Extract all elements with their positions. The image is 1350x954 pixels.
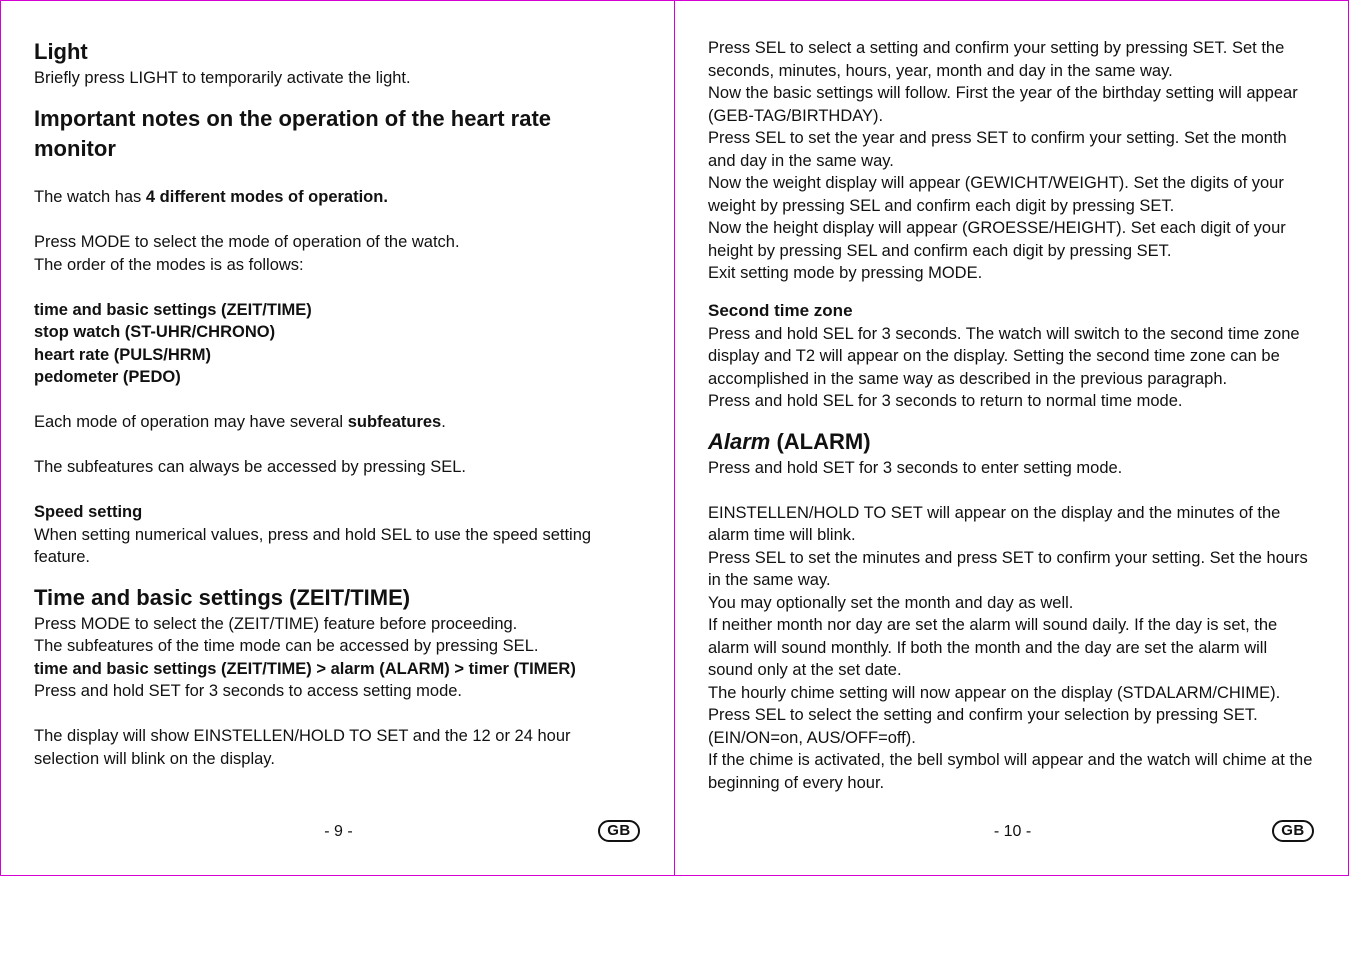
subfeatures-text	[34, 411, 614, 434]
alarm-paragraph: You may optionally set the month and day as well.	[708, 593, 1074, 612]
left-page-content	[34, 37, 614, 770]
time-settings-line-4: The display will show EINSTELLEN/HOLD TO SET and the 12 or 24 hour selection will blink on the display.	[34, 727, 571, 768]
important-notes-heading: Important notes on the operation of the heart rate monitor	[34, 105, 552, 161]
setting-paragraph: Now the basic settings will follow. First the year of the birthday setting will appear (GEB-TAG/BIRTHDAY).	[708, 84, 1298, 125]
alarm-paragraph: Press SEL to set the minutes and press SET to confirm your setting. Set the hours in the same way.	[708, 548, 1308, 589]
time-settings-path: time and basic settings (ZEIT/TIME) > alarm (ALARM) > timer (TIMER)	[34, 659, 576, 678]
alarm-enter: Press and hold SET for 3 seconds to enter setting mode.	[708, 458, 1123, 477]
speed-setting-text: When setting numerical values, press and hold SEL to use the speed setting feature.	[34, 525, 592, 566]
light-text: Briefly press LIGHT to temporarily activate the light.	[34, 69, 411, 87]
setting-paragraph: Now the weight display will appear (GEWICHT/WEIGHT). Set the digits of your weight by pressing SEL and confirm each digit by pressing SET.	[708, 174, 1284, 215]
right-page-content	[708, 37, 1313, 794]
language-badge: GB	[598, 820, 640, 842]
modes-intro-prefix: The watch has	[34, 188, 146, 206]
light-heading: Light	[34, 39, 88, 64]
alarm-heading	[708, 427, 1313, 457]
mode-select-line-2: The order of the modes is as follows:	[34, 255, 304, 274]
alarm-paragraph: Press SEL to select the setting and confirm your selection by pressing SET. (EIN/ON=on, AUS/OFF=off).	[708, 706, 1258, 747]
second-time-zone-heading: Second time zone	[708, 300, 853, 320]
setting-paragraph: Now the height display will appear (GROESSE/HEIGHT). Set each digit of your height by pressing SEL and confirm each digit by pressing SET.	[708, 219, 1286, 260]
modes-intro-bold: 4 different modes of operation.	[145, 188, 388, 206]
left-page-footer	[1, 819, 676, 845]
subfeatures-prefix: Each mode of operation may have several	[34, 413, 348, 431]
time-settings-line-3: Press and hold SET for 3 seconds to access setting mode.	[34, 682, 463, 700]
right-page	[674, 0, 1349, 876]
subfeatures-bold: subfeatures	[347, 413, 442, 431]
alarm-paragraph: If the chime is activated, the bell symbol will appear and the watch will chime at the beginning of every hour.	[708, 751, 1313, 792]
page-number: - 10 -	[993, 823, 1032, 840]
subfeatures-suffix: .	[441, 413, 446, 431]
page-number: - 9 -	[324, 823, 353, 840]
right-page-footer	[675, 819, 1350, 845]
setting-paragraph: Exit setting mode by pressing MODE.	[708, 264, 983, 282]
alarm-paragraph: EINSTELLEN/HOLD TO SET will appear on the display and the minutes of the alarm time will blink.	[708, 503, 1281, 544]
alarm-paragraph: If neither month nor day are set the alarm will sound daily. If the day is set, the alarm will sound monthly. If both the month and the day are set the alarm will sound only at the set date.	[708, 616, 1278, 679]
speed-setting-heading: Speed setting	[34, 503, 143, 521]
time-settings-heading: Time and basic settings (ZEIT/TIME)	[34, 584, 411, 610]
modes-intro	[34, 186, 614, 209]
alarm-heading-italic: Alarm	[708, 428, 771, 454]
mode-item: stop watch (ST-UHR/CHRONO)	[34, 323, 276, 341]
mode-item: pedometer (PEDO)	[34, 368, 181, 386]
mode-item: time and basic settings (ZEIT/TIME)	[34, 300, 312, 319]
mode-item: heart rate (PULS/HRM)	[34, 345, 211, 364]
time-settings-line-1: Press MODE to select the (ZEIT/TIME) feature before proceeding.	[34, 614, 518, 633]
subfeatures-access: The subfeatures can always be accessed by pressing SEL.	[34, 458, 466, 476]
alarm-heading-rest: (ALARM)	[770, 428, 871, 454]
mode-select-line-1: Press MODE to select the mode of operation of the watch.	[34, 233, 460, 251]
second-time-zone-return: Press and hold SEL for 3 seconds to return to normal time mode.	[708, 392, 1183, 410]
left-page	[0, 0, 675, 876]
time-settings-line-2: The subfeatures of the time mode can be accessed by pressing SEL.	[34, 637, 539, 655]
alarm-paragraph: The hourly chime setting will now appear on the display (STDALARM/CHIME).	[708, 683, 1281, 702]
setting-paragraph: Press SEL to select a setting and confirm your setting by pressing SET. Set the seconds, minutes, hours, year, month and day in the same way.	[708, 39, 1285, 80]
language-badge: GB	[1272, 820, 1314, 842]
second-time-zone-text: Press and hold SEL for 3 seconds. The watch will switch to the second time zone display and T2 will appear on the display. Setting the second time zone can be accomplished in the same way as described in the previous paragraph.	[708, 324, 1300, 388]
setting-paragraph: Press SEL to set the year and press SET to confirm your setting. Set the month and day in the same way.	[708, 129, 1287, 170]
